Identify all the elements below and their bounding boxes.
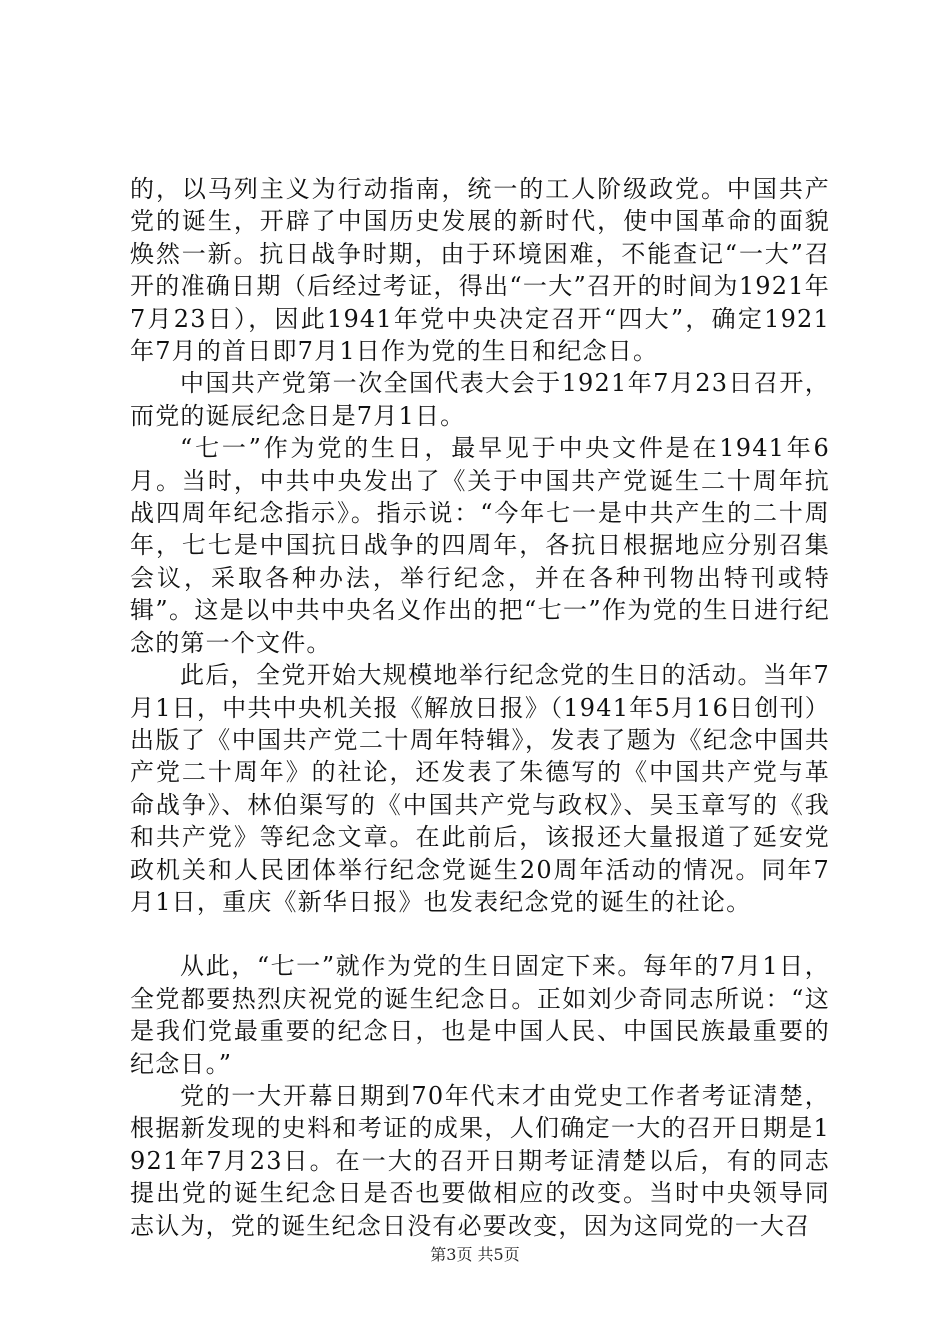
document-body xyxy=(130,173,830,1242)
paragraph-date-verification: 党的一大开幕日期到70年代末才由党史工作者考证清楚，根据新发现的史料和考证的成果，人们确定一大的召开日期是1921年7月23日。在一大的召开日期考证清楚以后，有的同志提出党的诞生纪念日是否也要做相应的改变。当时中央领导同志认为，党的诞生纪念日没有必要改变，因为这同党的一大召 xyxy=(130,1081,830,1240)
paragraph-fixed-birthday: 从此，“七一”就作为党的生日固定下来。每年的7月1日，全党都要热烈庆祝党的诞生纪念日。正如刘少奇同志所说：“这是我们党最重要的纪念日，也是中国人民、中国民族最重要的纪念日。” xyxy=(130,952,830,1078)
paragraph-congress-date: 中国共产党第一次全国代表大会于1921年7月23日召开，而党的诞辰纪念日是7月1日。 xyxy=(130,369,830,430)
paragraph-continuation: 的，以马列主义为行动指南，统一的工人阶级政党。中国共产党的诞生，开辟了中国历史发展的新时代，使中国革命的面貌焕然一新。抗日战争时期，由于环境困难，不能查记“一大”召开的准确日期（后经过考证，得出“一大”召开的时间为1921年7月23日），因此1941年党中央决定召开“四大”，确定1921年7月的首日即7月1日作为党的生日和纪念日。 xyxy=(130,175,830,366)
paragraph-first-document: “七一”作为党的生日，最早见于中央文件是在1941年6月。当时，中共中央发出了《关于中国共产党诞生二十周年抗战四周年纪念指示》。指示说：“今年七一是中共产生的二十周年，七七是中国抗日战争的四周年，各抗日根据地应分别召集会议，采取各种办法，举行纪念，并在各种刊物出特刊或特辑”。这是以中共中央名义作出的把“七一”作为党的生日进行纪念的第一个文件。 xyxy=(130,434,830,657)
page-footer: 第3页 共5页 xyxy=(430,1245,520,1264)
paragraph-commemorations: 此后，全党开始大规模地举行纪念党的生日的活动。当年7月1日，中共中央机关报《解放日报》（1941年5月16日创刊）出版了《中国共产党二十周年特辑》，发表了题为《纪念中国共产党二十周年》的社论，还发表了朱德写的《中国共产党与革命战争》、林伯渠写的《中国共产党与政权》、吴玉章写的《我和共产党》等纪念文章。在此前后，该报还大量报道了延安党政机关和人民团体举行纪念党诞生20周年活动的情况。同年7月1日，重庆《新华日报》也发表纪念党的诞生的社论。 xyxy=(130,661,830,916)
